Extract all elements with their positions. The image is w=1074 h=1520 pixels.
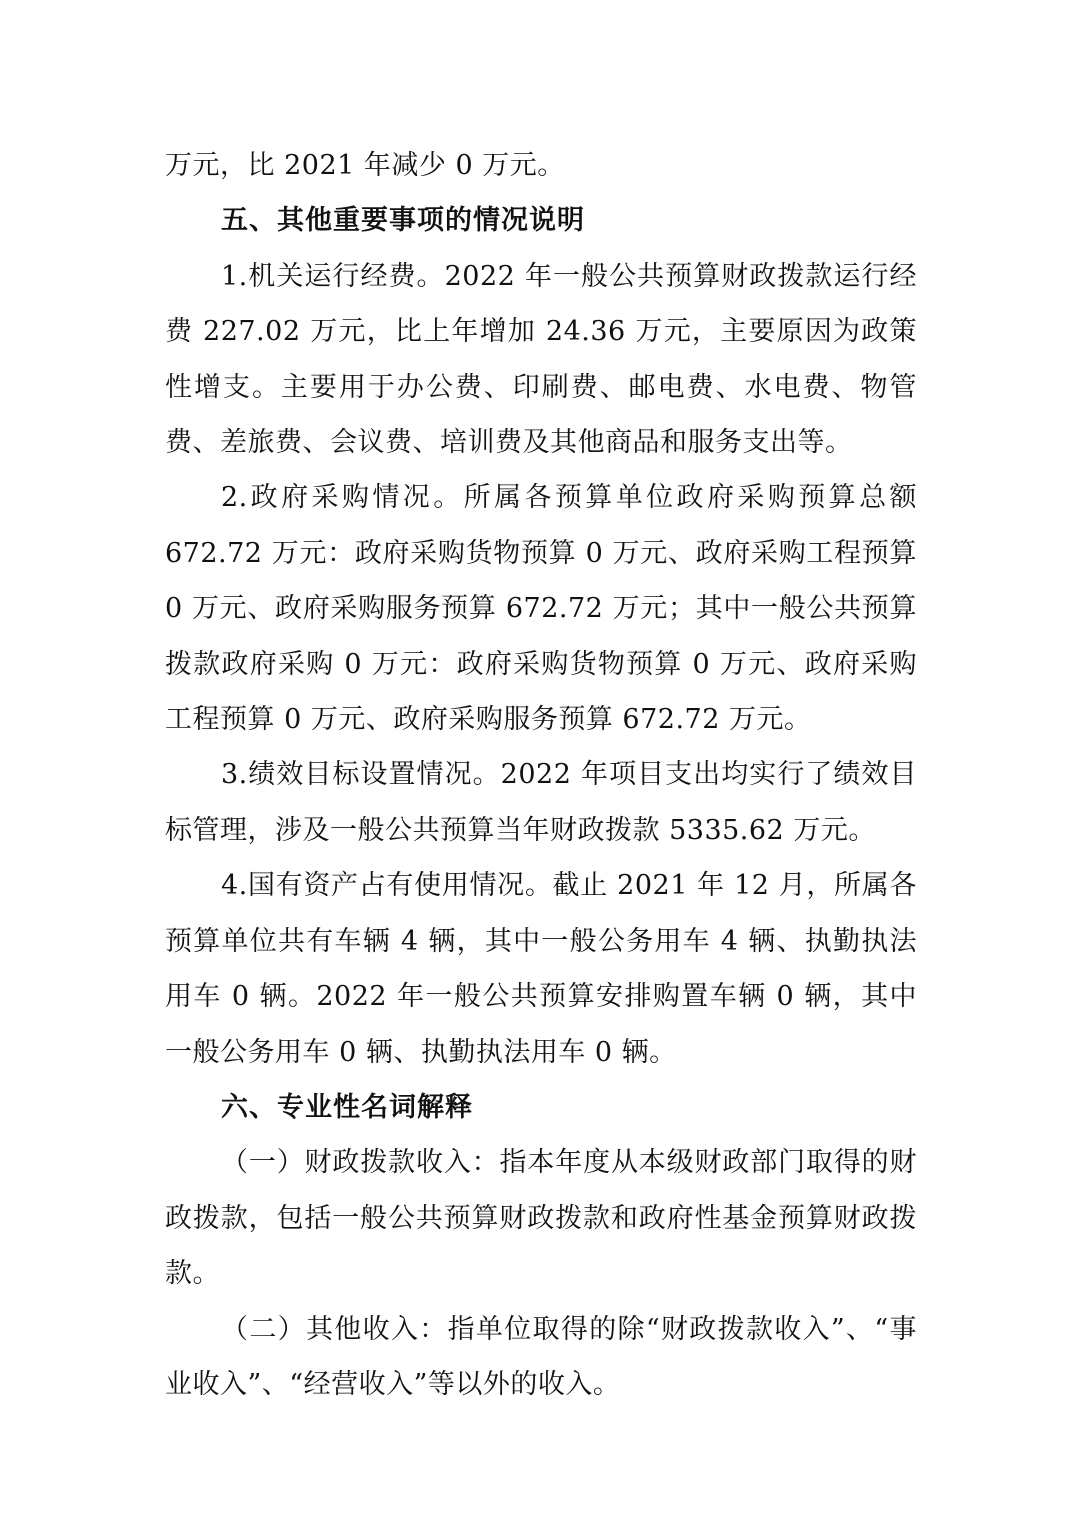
section-heading-6: 六、专业性名词解释 [221, 1091, 473, 1123]
paragraph-fiscal-allocation-income: （一）财政拨款收入：指本年度从本级财政部门取得的财政拨款，包括一般公共预算财政拨款和政府性基金预算财政拨款。 [165, 1147, 917, 1290]
section-heading-5: 五、其他重要事项的情况说明 [221, 205, 585, 237]
document-body [165, 138, 917, 1412]
paragraph-government-procurement: 2.政府采购情况。所属各预算单位政府采购预算总额 672.72 万元：政府采购货物预算 0 万元、政府采购工程预算 0 万元、政府采购服务预算 672.72 万元；其中一般公共预算拨款政府采购 0 万元：政府采购货物预算 0 万元、政府采购工程预算 0 万元、政府采购服务预算 672.72 万元。 [165, 482, 917, 736]
paragraph-state-assets: 4.国有资产占有使用情况。截止 2021 年 12 月，所属各预算单位共有车辆 4 辆，其中一般公务用车 4 辆、执勤执法用车 0 辆。2022 年一般公共预算安排购置车辆 0 辆，其中一般公务用车 0 辆、执勤执法用车 0 辆。 [165, 870, 917, 1068]
paragraph-other-income: （二）其他收入：指单位取得的除“财政拨款收入”、“事业收入”、“经营收入”等以外的收入。 [165, 1313, 917, 1400]
paragraph-operating-expenses: 1.机关运行经费。2022 年一般公共预算财政拨款运行经费 227.02 万元，比上年增加 24.36 万元，主要原因为政策性增支。主要用于办公费、印刷费、邮电费、水电费、物管费、差旅费、会议费、培训费及其他商品和服务支出等。 [165, 260, 917, 459]
continuation-paragraph: 万元，比 2021 年减少 0 万元。 [165, 150, 565, 181]
paragraph-performance-targets: 3.绩效目标设置情况。2022 年项目支出均实行了绩效目标管理，涉及一般公共预算当年财政拨款 5335.62 万元。 [165, 759, 917, 846]
